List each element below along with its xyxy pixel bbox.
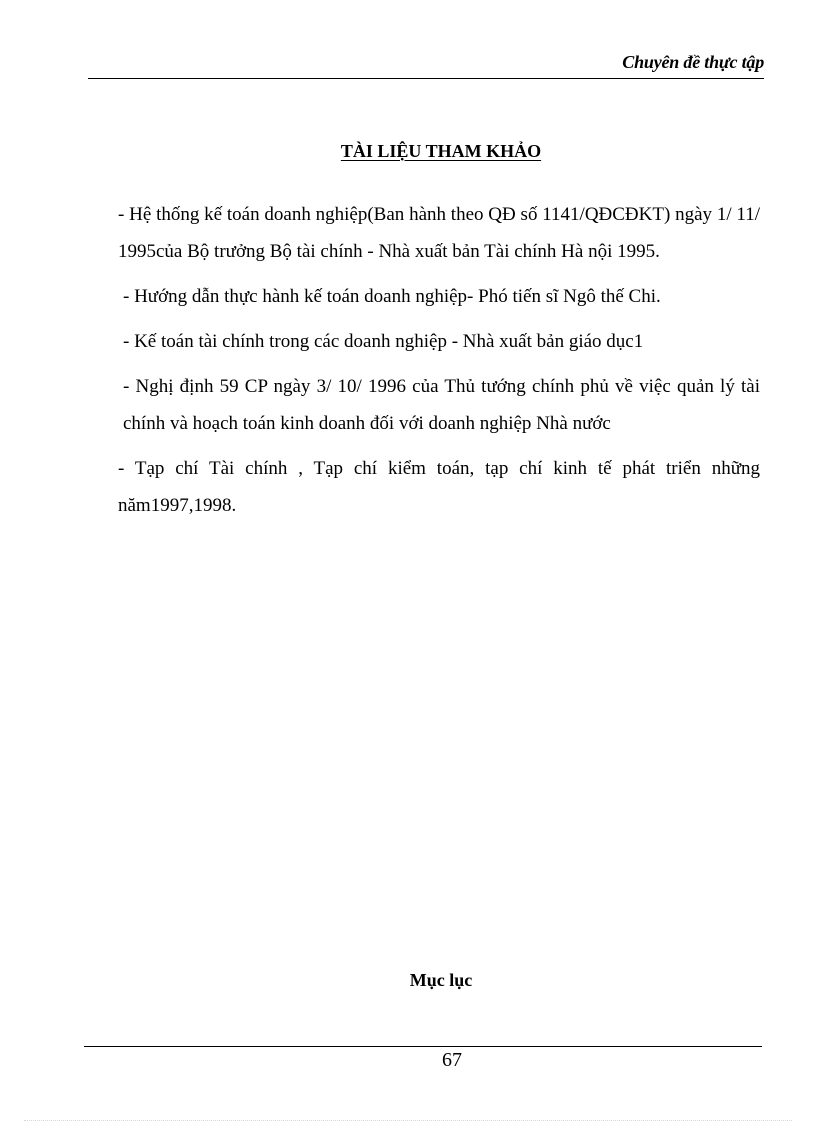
header-rule [88,78,764,79]
reference-list [118,196,760,532]
footer-rule [84,1046,762,1047]
references-title: TÀI LIỆU THAM KHẢO [340,141,542,161]
reference-item: - Nghị định 59 CP ngày 3/ 10/ 1996 của Thủ tướng chính phủ về việc quản lý tài chính và hoạch toán kinh doanh đối với doanh nghiệp Nhà nước [123,376,760,434]
reference-item: - Kế toán tài chính trong các doanh nghiệp - Nhà xuất bản giáo dục1 [123,331,644,352]
reference-item: - Hướng dẫn thực hành kế toán doanh nghiệp- Phó tiến sĩ Ngô thế Chi. [123,286,661,307]
page-number: 67 [442,1049,462,1071]
reference-item: - Tạp chí Tài chính , Tạp chí kiểm toán, tạp chí kinh tế phát triển những năm1997,1998. [118,458,760,516]
reference-item: - Hệ thống kế toán doanh nghiệp(Ban hành theo QĐ số 1141/QĐCĐKT) ngày 1/ 11/ 1995của Bộ trưởng Bộ tài chính - Nhà xuất bản Tài chính Hà nội 1995. [118,204,760,262]
running-header: Chuyên đề thực tập [622,52,764,72]
table-of-contents-heading: Mục lục [409,970,473,990]
page-bottom-dotted-border [24,1120,792,1121]
